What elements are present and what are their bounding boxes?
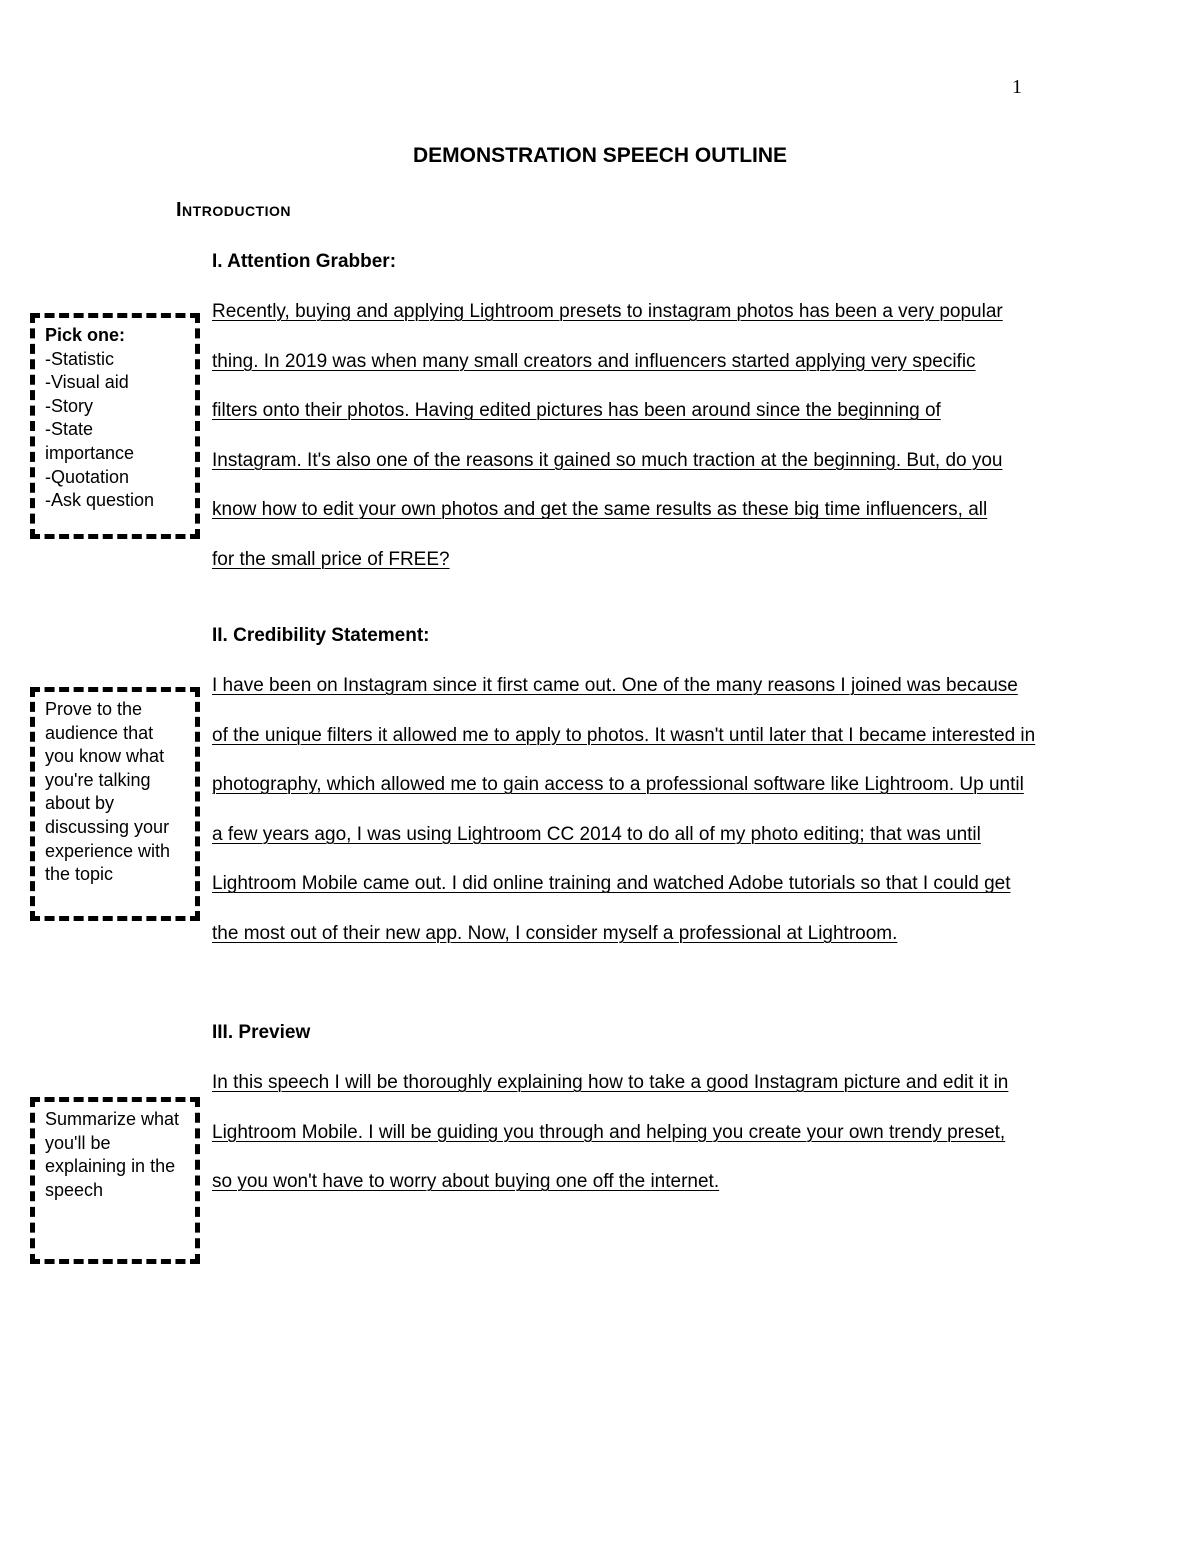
credibility-text: I have been on Instagram since it first came out. One of the many reasons I joined was because of the unique filters it allowed me to apply to photos. It wasn't until later that I became interested in photography, which allowed me to gain access to a professional software like Lightroom. Up until a few years ago, I was using Lightroom CC 2014 to do all of my photo editing; that was until Lightroom Mobile came out. I did online training and watched Adobe tutorials so that I could get the most out of their new app. Now, I consider myself a professional at Lightroom. [212, 675, 1036, 944]
section-heading-introduction: Introduction [176, 199, 291, 221]
credibility-note-box [30, 687, 200, 921]
credibility-note-text: Prove to the audience that you know what you're talking about by discussing your experience with the topic [45, 699, 171, 885]
attention-note-item: -Story [45, 395, 94, 416]
attention-note-item: -Statistic [45, 348, 115, 369]
preview-heading: III. Preview [212, 1022, 311, 1043]
attention-grabber-text: Recently, buying and applying Lightroom presets to instagram photos has been a very popular thing. In 2019 was when many small creators and influencers started applying very specific filters onto their photos. Having edited pictures has been around since the beginning of Instagram. It's also one of the reasons it gained so much traction at the beginning. But, do you know how to edit your own photos and get the same results as these big time influencers, all for the small price of FREE? [212, 301, 1003, 570]
attention-note-item: -State importance [45, 419, 135, 463]
attention-note-item: -Ask question [45, 490, 155, 511]
preview-note-text: Summarize what you'll be explaining in the speech [45, 1109, 180, 1200]
attention-note-item: -Quotation [45, 466, 130, 487]
attention-note-title: Pick one: [45, 325, 126, 345]
credibility-heading: II. Credibility Statement: [212, 625, 430, 646]
attention-note-item: -Visual aid [45, 372, 129, 393]
preview-text: In this speech I will be thoroughly explaining how to take a good Instagram picture and edit it in Lightroom Mobile. I will be guiding you through and helping you create your own trendy preset, so you won't have to worry about buying one off the internet. [212, 1072, 1009, 1193]
attention-note-box [30, 313, 200, 539]
document-title: DEMONSTRATION SPEECH OUTLINE [412, 144, 788, 167]
preview-note-box [30, 1097, 200, 1264]
attention-grabber-heading: I. Attention Grabber: [212, 251, 397, 272]
page-number: 1 [1012, 76, 1022, 98]
